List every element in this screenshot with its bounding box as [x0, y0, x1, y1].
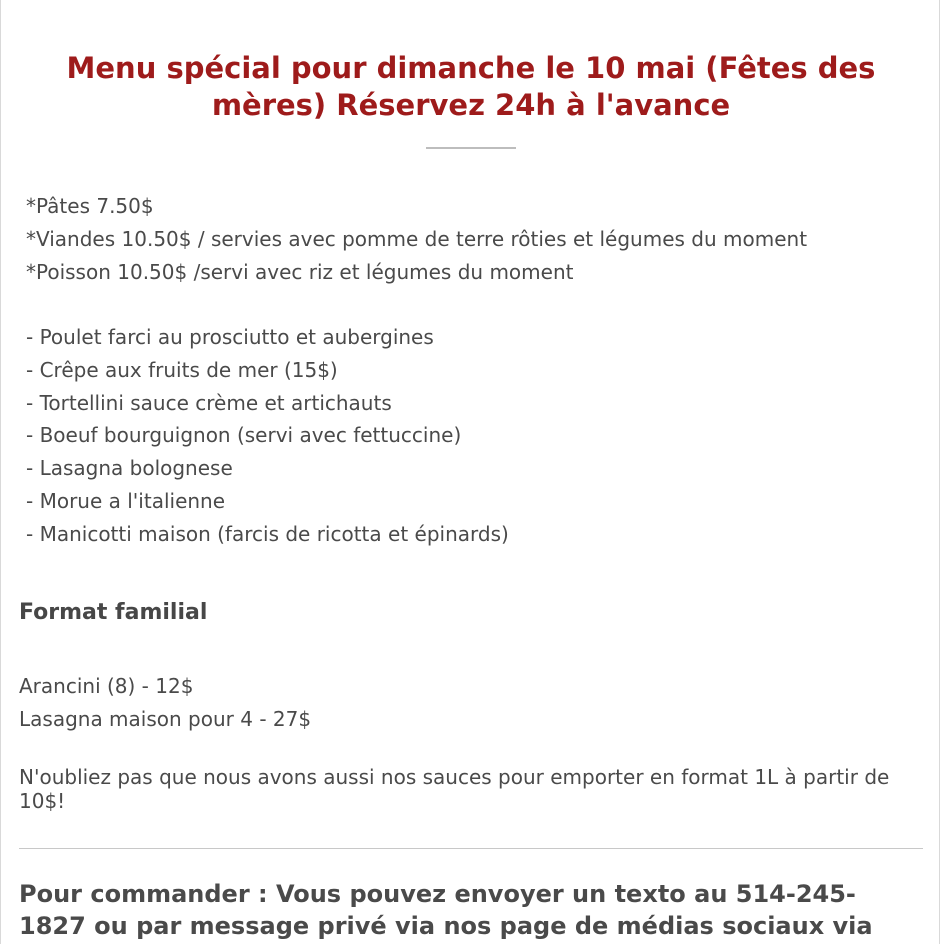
menu-line: - Poulet farci au prosciutto et aubergines [26, 325, 434, 349]
page-title: Menu spécial pour dimanche le 10 mai (Fêtes des mères) Réservez 24h à l'avance [66, 51, 876, 122]
family-item: Arancini (8) - 12$ [19, 674, 194, 698]
order-instructions: Pour commander : Vous pouvez envoyer un texto au 514-245-1827 ou par message privé via nos page de médias sociaux via [19, 880, 873, 940]
special-menu-list [26, 190, 807, 550]
menu-line: - Manicotti maison (farcis de ricotta et épinards) [26, 521, 509, 546]
family-item: Lasagna maison pour 4 - 27$ [19, 706, 312, 731]
family-format-heading: Format familial [19, 600, 208, 625]
menu-line: *Pâtes 7.50$ [26, 194, 154, 218]
menu-line: - Boeuf bourguignon (servi avec fettuccine) [26, 423, 462, 448]
menu-line: - Morue a l'italienne [26, 488, 226, 513]
menu-line: - Crêpe aux fruits de mer (15$) [26, 357, 338, 382]
menu-line: *Poisson 10.50$ /servi avec riz et légumes du moment [26, 259, 574, 284]
section-divider [19, 848, 923, 849]
sauces-note: N'oubliez pas que nous avons aussi nos sauces pour emporter en format 1L à partir de 10$! [19, 765, 890, 813]
menu-line: - Tortellini sauce crème et artichauts [26, 390, 392, 415]
menu-line-spacer [26, 288, 807, 321]
title-divider [426, 147, 516, 149]
menu-line: *Viandes 10.50$ / servies avec pomme de terre rôties et légumes du moment [26, 226, 808, 251]
family-format-list [19, 670, 311, 735]
menu-line: - Lasagna bolognese [26, 456, 233, 480]
